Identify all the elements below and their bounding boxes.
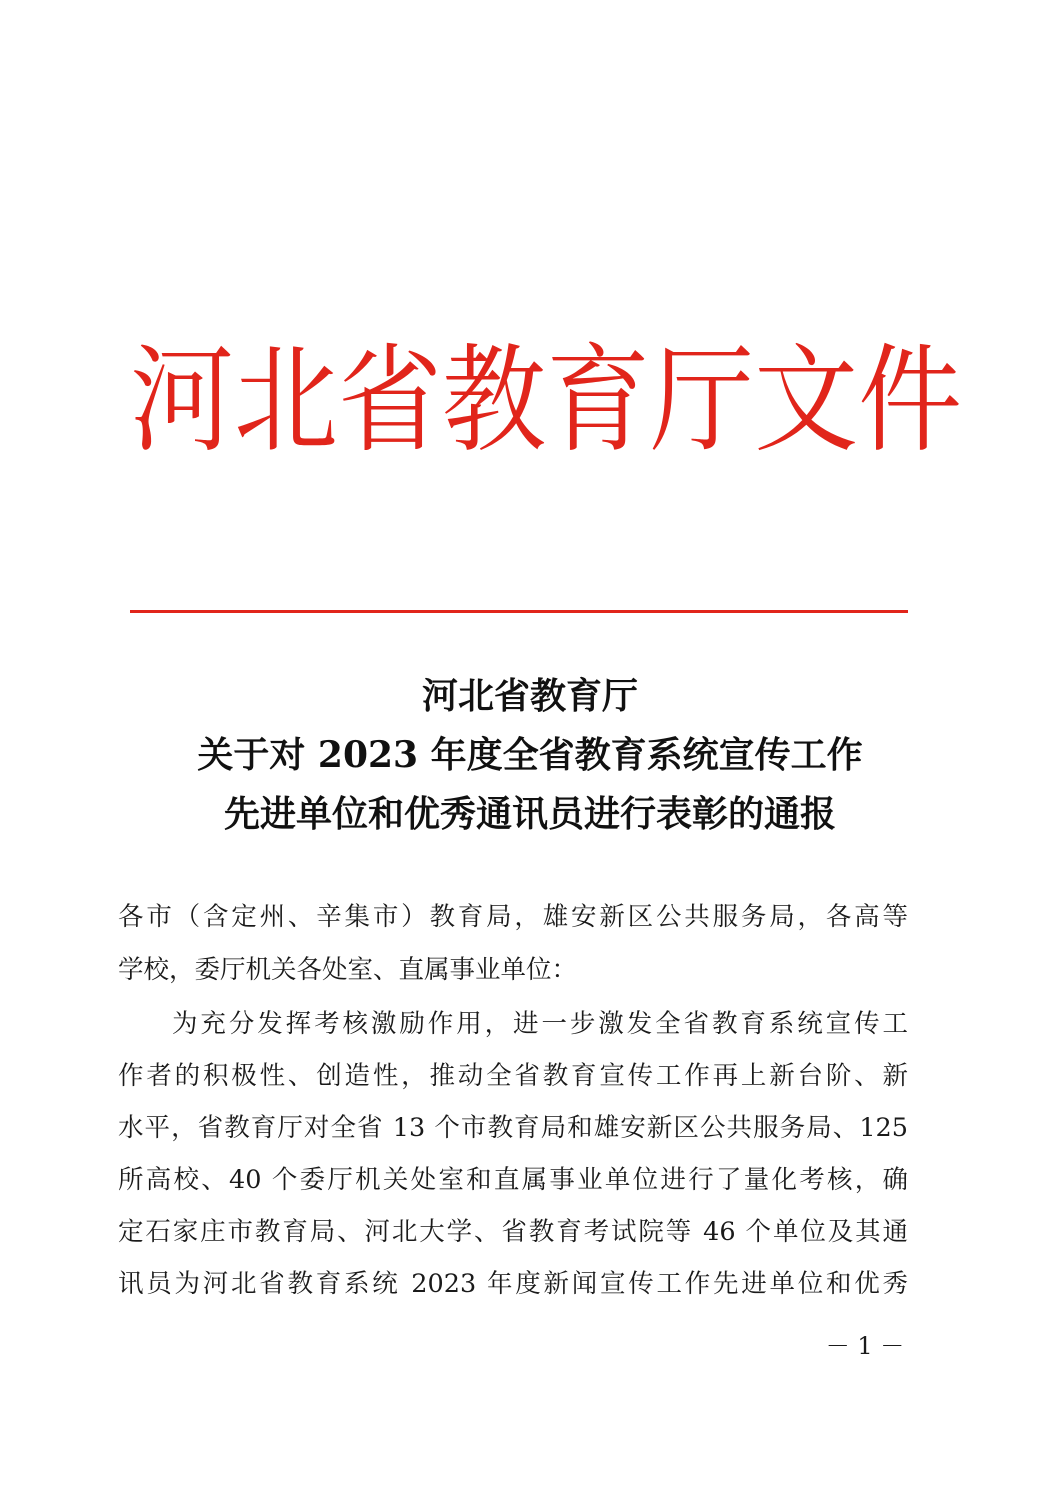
header-char: 文 xyxy=(754,331,859,469)
paragraph-line-2: 作者的积极性、创造性，推动全省教育宣传工作再上新台阶、新 xyxy=(118,1061,908,1091)
document-title-line-1: 河北省教育厅 xyxy=(421,675,638,717)
header-char: 厅 xyxy=(650,331,755,469)
page-number: － 1 － xyxy=(825,1332,905,1360)
header-char: 育 xyxy=(546,331,651,469)
paragraph-line-4: 所高校、40 个委厅机关处室和直属事业单位进行了量化考核，确 xyxy=(118,1165,908,1195)
paragraph-line-3: 水平，省教育厅对全省 13 个市教育局和雄安新区公共服务局、125 xyxy=(118,1113,908,1143)
document-title-line-2: 关于对 2023 年度全省教育系统宣传工作 xyxy=(197,734,863,776)
header-char: 省 xyxy=(338,331,443,469)
header-char: 教 xyxy=(442,331,547,469)
header-char: 件 xyxy=(858,331,963,469)
paragraph-line-1: 为充分发挥考核激励作用，进一步激发全省教育系统宣传工 xyxy=(172,1009,908,1039)
document-title-line-3: 先进单位和优秀通讯员进行表彰的通报 xyxy=(223,793,836,835)
salutation-line-1: 各市（含定州、辛集市）教育局，雄安新区公共服务局，各高等 xyxy=(118,902,908,932)
salutation-line-2: 学校，委厅机关各处室、直属事业单位： xyxy=(118,955,578,985)
header-char: 河 xyxy=(130,331,235,469)
issuing-authority-header xyxy=(130,330,963,470)
header-char: 北 xyxy=(234,331,339,469)
paragraph-line-5: 定石家庄市教育局、河北大学、省教育考试院等 46 个单位及其通 xyxy=(118,1217,908,1247)
paragraph-line-6: 讯员为河北省教育系统 2023 年度新闻宣传工作先进单位和优秀 xyxy=(118,1269,908,1299)
header-divider xyxy=(130,610,908,613)
